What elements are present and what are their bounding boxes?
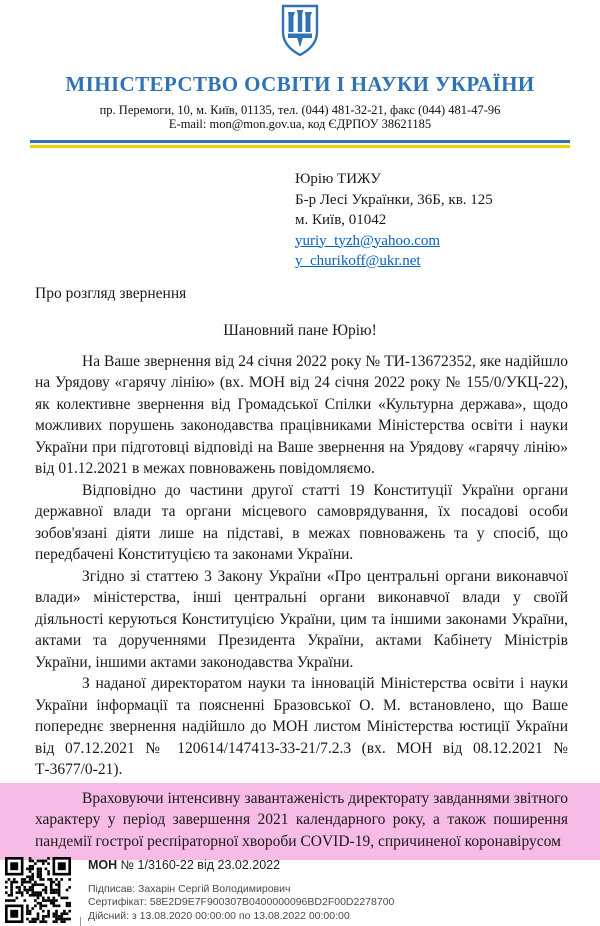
body-paragraph-highlighted: Враховуючи інтенсивну завантаженість директорату завданнями звітного характеру у період завершення 2021 календарного року, а також поширення пандемії гострої респіраторної хвороби COVID-19, спричиненої коронавірусом <box>0 783 600 861</box>
recipient-address-line1: Б-р Лесі Українки, 36Б, кв. 125 <box>295 191 493 208</box>
signature-stamp <box>5 857 600 924</box>
recipient-email-link-2[interactable]: y_churikoff@ukr.net <box>295 253 421 269</box>
recipient-name: Юрію ТИЖУ <box>295 171 381 187</box>
document-reference-number: № 1/3160-22 від 23.02.2022 <box>120 857 281 872</box>
flag-divider <box>30 140 570 148</box>
table-border-artifact <box>80 917 81 926</box>
body-paragraph: На Ваше звернення від 24 січня 2022 року № ТИ-13672352, яке надійшло на Урядову «гарячу лінію» (вх. МОН від 24 січня 2022 року № 155/0/УКЦ-22), як колективне звернення від Громадської Спілки «Культурна держава», щодо можливих порушень законодавства працівниками Міністерства освіти і науки України при підготовці відповіді на Ваше звернення на Урядову «гарячу лінію» від 01.12.2021 в межах повноважень повідомляємо. <box>35 352 568 477</box>
ministry-title: МІНІСТЕРСТВО ОСВІТИ І НАУКИ УКРАЇНИ <box>65 72 535 96</box>
recipient-email-link-1[interactable]: yuriy_tyzh@yahoo.com <box>295 232 441 249</box>
document-reference <box>88 858 394 872</box>
qr-code-icon <box>5 857 71 923</box>
ukraine-trident-emblem-icon <box>272 4 328 58</box>
document-reference-org: МОН <box>88 857 118 872</box>
recipient-block <box>295 169 600 272</box>
recipient-address-line2: м. Київ, 01042 <box>295 212 387 228</box>
signature-details <box>88 883 394 924</box>
ministry-address <box>0 103 600 131</box>
letterhead <box>0 0 600 148</box>
certificate-validity: Дійсний: з 13.08.2020 00:00:00 по 13.08.2022 00:00:00 <box>88 909 350 922</box>
salutation: Шановний пане Юрію! <box>223 321 377 339</box>
signed-by: Підписав: Захарін Сергій Володимирович <box>88 882 291 895</box>
body-paragraph: Згідно зі статтею 3 Закону України «Про центральні органи виконавчої влади» міністерства, інші центральні органи виконавчої влади у своїй діяльності керуються Конституцією України, цим та іншими законами України, актами та дорученнями Президента України, актами Кабінету Міністрів України, іншими актами законодавства України. <box>35 567 568 671</box>
ministry-address-line1: пр. Перемоги, 10, м. Київ, 01135, тел. (044) 481-32-21, факс (044) 481-47-96 <box>99 103 501 117</box>
body-paragraph: З наданої директоратом науки та інновацій Міністерства освіти і науки України інформації та поясненні Бразовської О. М. встановлено, що Ваше попереднє звернення надійшло до МОН листом Міністерства юстиції України від 07.12.2021 № 120614/147413-33-21/7.2.3 (вх. МОН від 08.12.2021 № Т-3677/0-21). <box>35 675 568 778</box>
stamp-text <box>88 857 394 924</box>
subject-line: Про розгляд звернення <box>35 284 187 302</box>
certificate-number: Сертифікат: 58E2D9E7F900307B0400000096BD2F00D2278700 <box>88 896 395 908</box>
ministry-address-line2: E-mail: mon@mon.gov.ua, код ЄДРПОУ 38621185 <box>168 117 432 131</box>
body-paragraph: Відповідно до частини другої статті 19 Конституції України органи державної влади та органи місцевого самоврядування, їх посадові особи зобов'язані діяти лише на підставі, в межах повноважень та у спосіб, що передбачені Конституцією та законами України. <box>35 481 568 563</box>
letter-body <box>35 351 568 861</box>
